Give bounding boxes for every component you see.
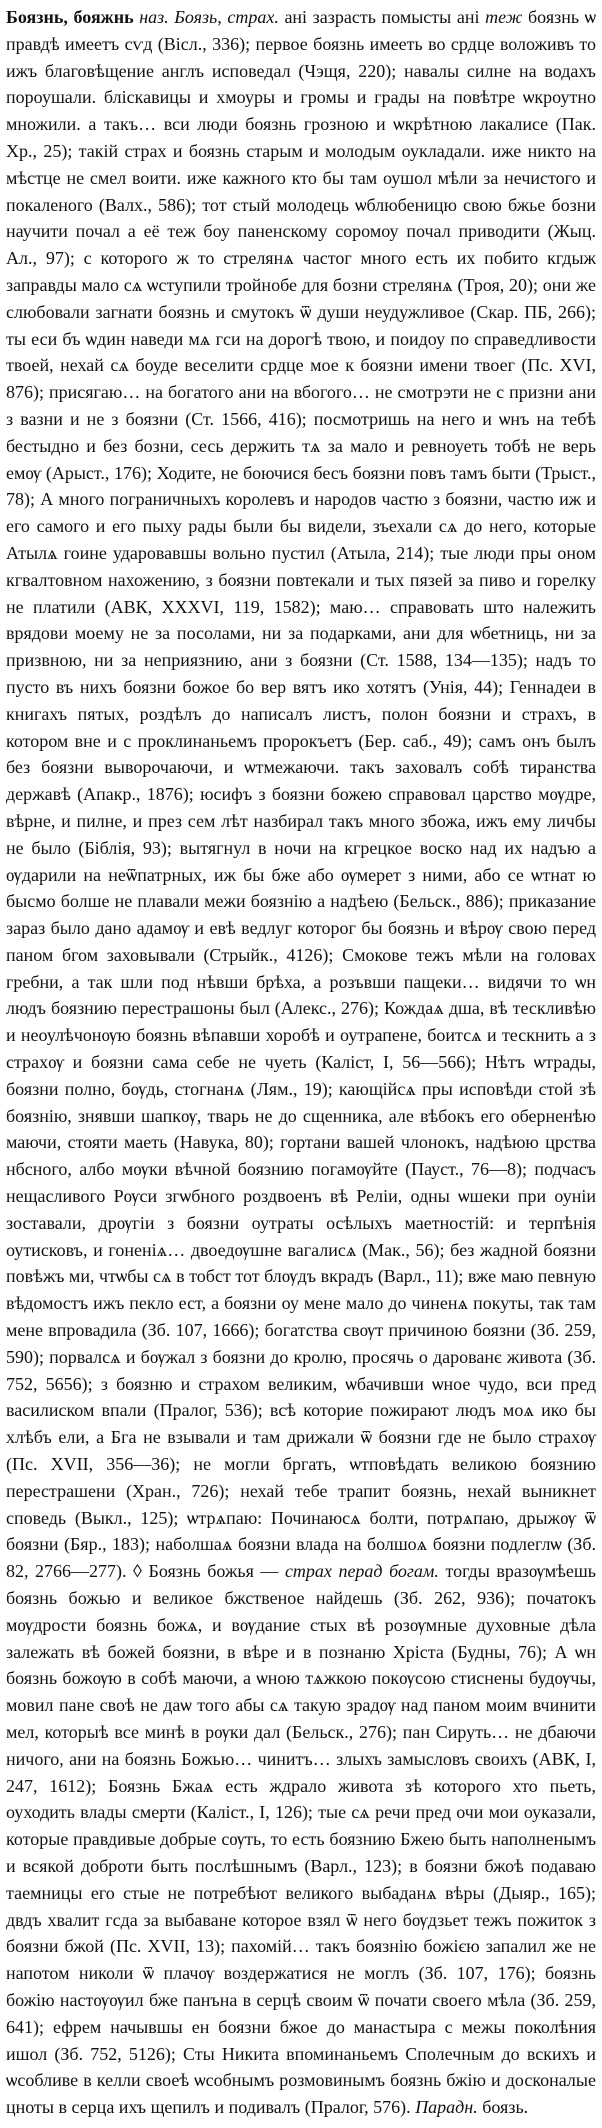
sense-definition: страх перад богам. [284,1561,439,1582]
paradigm-form: боязь. [482,2097,529,2118]
headword: Боязнь, бояжнь [6,7,134,27]
grammar-note: наз. Боязь, страх. [139,7,279,27]
paradigm-label: Парадн. [415,2097,478,2118]
entry-text: ані зазрасть помысты ані [284,7,480,27]
citations-main: боязнь ѡ правдѣ имеетъ сѵд (Віcл., 336); первое боязнь имееть во срдце воложивъ то ижъ благовѣщение англъ исповедал (Чэщя, 220); навалы силне на водахъ пороушали. бліскавицы и хмоуры и громы и грады на повѣтре ѡкроутно множили. а такъ… вси люди боязнь грозною и ѡкрѣтною лакалисе (Пак. Хр., 25); такій страх и боязнь старым и молодым оукладали. иже никто на мѣстце не смел воити. иже кажного кто бы там оушол мѣли за нечистого и покаленого (Валх., 586); тот стый молодець ѡблюбеницю свою бжье бозни научити почал а её теж боу паненскому соромоу почал приводити (Жыц. Ал., 97); с которого ж то стрелянѧ частог много есть их побито кгдыж заправды мало сѧ ѡступили тройнобе для бозни стрелянѧ (Троя, 20); они же слюбовали загнати боязнь и смутокъ ѿ души неудужливое (Скар. ПБ, 266); ты еси бъ ѡдин наведи мѧ гси на дорогѣ твою, и поидоу по справедливости твоей, нехай сѧ боуде веселити срдце мое к боязни имени твоег (Пс. XVI, 876); присягаю… на богатого ани на вбогого… не смотрэти не с призни ани з вазни и не з боязни (Ст. 1566, 416); посмотришь на него и ѡнъ на тебѣ бестыдно и без бозни, сесь держить тѧ за мало и ревноуеть тобѣ не верь емѹ (Арыст., 176); Ходите, не боючися бесъ боязни повъ тамъ быти (Трыст., 78); А много пограничныхъ королевъ и народов частю з боязни, частю иж и его самого и его пыху рады были бы видели, зъехали сѧ до него, которые Атылѧ гоине ударовавшы вольно пустил (Атыла, 214); тые люди пры оном кгвалтовном нахожению, з боязни повтекали и тых пязей за пиво и горелку не платили (АВК, XXXVI, 119, 1582); маю… справовать што належить врядови моему не за посолами, ни за подарками, ани для ѡбетниць, ни за призвною, ни за неприязнию, ани з боязни (Ст. 1588, 134—135); надъ то пусто въ нихъ боязни божое бо вер вятъ ико хотятъ (Унія, 44); Геннадеи в книгахъ пятых, роздѣлъ до написалъ листъ, полон боязни и страхъ, в котором вне и с проклинаньемъ пророкъетъ (Бер. саб., 49); самъ онъ былъ без боязни выворочаючи, и ѡтмежаючи. такъ заховалъ собѣ тиранства державѣ (Апакр., 1876); юсифъ з боязни божею справовал царство мѹдре, вѣрне, и пилне, и през сем лѣт назбирал такъ много збожа, ижъ ему личбы не было (Біблія, 93); вытягнул в ночи на кгрецкое вoско над их надъю а ѹдарили на неѿпатрных, иж бы бже або ѹмерет з ними, або се ѡтнат ю бысмо болше не плавали межи боязнію а надѣею (Бельск., 886); приказание зараз было дано адамѹ и евѣ ведлуг которог бы боязнь и вѣрѹ свою перед паном бгом заховывали (Стрыйк., 4126); Смокове тежъ мѣли на головах гребни, а так шли под нѣвши брѣха, а розъвши пащеки… видячи то ѡн людъ боязнию перестрашоны был (Алекс., 276); Кождаѧ дша, вѣ тескливѣю и неоулѣчонѹю боязнь вѣпавши хоробѣ и оутрапене, боитсѧ и тескнить а з страхѹ и боязни сама себе не чуеть (Каліст, І, 56—566); Нѣтъ ѡтрады, боязни полно, бѹдь, стогнанѧ (Лям., 19); кающійсѧ пры исповѣди стой зѣ боязнію, знявши шапкѹ, тварь не до сщенника, але вѣбокъ его оберненѣю маючи, стояти маеть (Навука, 80); гортани вашей члонокъ, надѣюю црства нбсного, албо мѹки вѣчной боязнию погамѹйте (Пауст., 76—8); подчасъ нещасливого Рѹси згѡбного роздвоенъ вѣ Реліи, одны ѡшеки при оуніи зоставали, дрѹгіи з боязни оутраты осѣлыхъ маетностій: и терпѣнія оутисковъ, и гоненіѧ… двоедѹшне вагалисѧ (Мак., 56); без жадной боязни повѣжъ ми, чтѡбы сѧ в тобст тот блѹдъ вкрадъ (Варл., 11); вже маю певную вѣдомостъ ижъ пекло ест, а боязни оу мене мало до чиненѧ покуты, так там мене впровадила (Зб. 107, 1666); богатства свѹт причиною боязни (Зб. 259, 590); порвалсѧ и бѹжал з боязни до кролю, просячь о дарованє живота (Зб. 752, 5656); з боязню и страхом великим, ѡбачивши ѡное чудо, вси пред василиском впали (Пралог, 536); всѣ которие пожирают людъ моѧ ико бы хлѣбъ ели, а Бга не взывали и там дрижали ѿ боязни где не было страхѹ (Пс. XVII, 356—36); не могли бргать, ѡтповѣдать великою боязнию перестрашени (Хран., 726); нехай тебе трапит боязнь, нехай выникнет споведь (Выкл., 125); ѡтрѧпаю: Починаюсѧ болти, потрѧпаю, дрыжѹ ѿ боязни (Бяр., 183); наболшаѧ боязни влада на болшоѧ боязни подлеглѡ (Зб. 82, 2766—277). ◊ Боязнь божья — [6,7,597,1582]
citations-phrase: тогды вразѹмѣешь боязнь божью и великое бжственое найдешь (Зб. 262, 936); початокъ мѹдрости боязнь божѧ, и вѹдание стых вѣ розѹмные духовные дѣла залежать вѣ божей боязни, в вѣре и в познаню Хріста (Будны, 76); А ѡн боязнь божѹю в собѣ маючи, а ѡною тѧжкою покѹсою стиснены будѹчы, мовил пане своѣ не даѡ того абы сѧ такую зрадѹ над паном моим вчинити мел, которыѣ все минѣ в рѹки дал (Бельск., 276); пан Сируть… не дбаючи ничого, ани на боязнь Божью… чинитъ… злыхъ замысловъ своихъ (АВК, І, 247, 1612); Боязнь Бжаѧ есть ждрало живота зѣ которого хто пьеть, оуходить влады смерти (Каліст., І, 126); тые сѧ речи пред очи мои оуказали, которые правдивые добрые сѹть, то есть боязнию Бжею быть наполненымъ и всякой доброти быть послѣшнымъ (Варл., 123); в боязни бжоѣ подаваю таемницы его стые не потребѣют великого выбаданѧ вѣры (Дыяр., 165); двдъ хвалит гсда за выбаване которое взял ѿ него бѹдзьет тежъ пожиток з боязни бжой (Пс. XVII, 13); пахомій… такъ боязнію божією запалил же не напотом николи ѿ плачѹ воздержатися не моглъ (Зб. 107, 176); боязнь божію настѹѹил бже панъна в серцѣ своим ѿ почати своего мѣла (Зб. 259, 641); ефрем начывшы ен боязни бжое до манастыра с межы поколѣния ишол (Зб. 752, 5126); Сты Никита впоминаньемъ Сполечным до вскихъ и ѡсобливе в келли своеѣ ѡсобнымъ розмовинымъ боязнь бжію и досконалые цноты в серца ихъ щепилъ и подивалъ (Пралог, 576). [6,1561,596,2118]
italic-word: теж [485,7,523,27]
dictionary-entry [6,4,596,2121]
